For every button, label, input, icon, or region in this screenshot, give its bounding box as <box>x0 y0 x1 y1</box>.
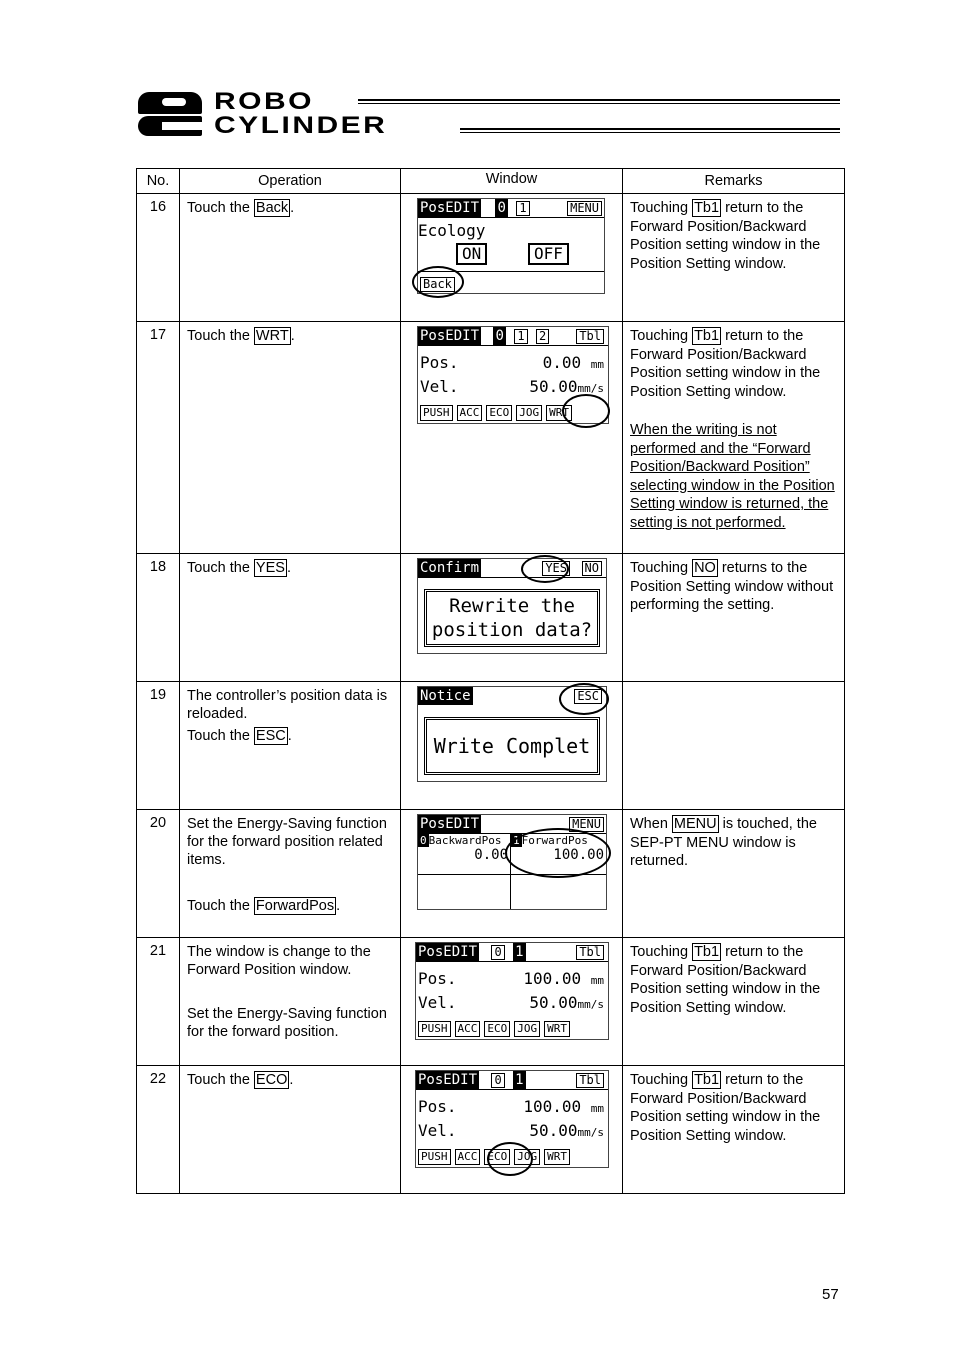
logo-word-robo: ROBO <box>214 88 314 115</box>
rc-logo-mark <box>134 90 206 138</box>
operation-cell: Set the Energy-Saving function for the forward position related items. Touch the ForwardPos . <box>180 810 401 938</box>
key-back: Back <box>255 200 289 216</box>
key-esc: ESC <box>255 728 286 744</box>
row-number: 17 <box>137 322 180 554</box>
key-eco: ECO <box>255 1072 288 1088</box>
key-wrt: WRT <box>255 328 289 344</box>
on-button[interactable]: ON <box>456 243 487 265</box>
window-cell <box>401 938 623 1066</box>
tab-acc[interactable]: ACC <box>455 1021 481 1037</box>
row-number: 18 <box>137 554 180 682</box>
yes-button[interactable]: YES <box>542 561 570 576</box>
table-row <box>137 194 845 322</box>
confirm-message-line2: position data? <box>431 619 593 641</box>
tab-wrt[interactable]: WRT <box>546 405 572 421</box>
window-cell <box>401 322 623 554</box>
tab-acc[interactable]: ACC <box>457 405 483 421</box>
table-row <box>137 322 845 554</box>
esc-button[interactable]: ESC <box>574 689 602 704</box>
operation-table <box>136 168 845 1194</box>
tab-jog[interactable]: JOG <box>514 1021 540 1037</box>
header-window: Window <box>401 169 623 194</box>
remarks-cell: Touching Tb1 return to the Forward Position/Backward Position setting window in the Position Setting window. <box>623 194 845 322</box>
window-cell <box>401 682 623 810</box>
no-button[interactable]: NO <box>582 561 602 576</box>
lcd-screen-confirm: Confirm YES NO Rewrite the position data? <box>417 558 607 654</box>
menu-button[interactable]: MENU <box>569 817 604 832</box>
table-row <box>137 810 845 938</box>
tab-push[interactable]: PUSH <box>418 1149 451 1165</box>
table-row <box>137 554 845 682</box>
tab-push[interactable]: PUSH <box>418 1021 451 1037</box>
highlight-circle <box>505 828 611 878</box>
remarks-note: When the writing is not performed and the “Forward Position/Backward Position” selecting window in the Position Setting window is returned, the setting is not performed. <box>630 422 835 531</box>
remarks-cell: Touching Tb1 return to the Forward Position/Backward Position setting window in the Position Setting window. When the writing is not performed and the “Forward Position/Backward Position” selecting window in the Position Setting window is returned, the setting is not performed. <box>623 322 845 554</box>
logo-word-cylinder: CYLINDER <box>214 112 388 139</box>
table-header-row <box>137 169 845 194</box>
row-number: 16 <box>137 194 180 322</box>
window-cell <box>401 194 623 322</box>
robo-cylinder-logo <box>134 90 840 140</box>
highlight-circle <box>521 555 569 583</box>
operation-cell: Touch the WRT . <box>180 322 401 554</box>
window-cell <box>401 1066 623 1194</box>
tab-eco[interactable]: ECO <box>484 1021 510 1037</box>
operation-cell: Touch the YES . <box>180 554 401 682</box>
key-forwardpos: ForwardPos <box>255 898 335 914</box>
lcd-screen-posedit: PosEDIT 0 1 2 Tbl Pos. 0.00 mm Vel. 50.00mm/s PUSH ACC ECO JOG WRT <box>417 326 609 424</box>
table-row <box>137 938 845 1066</box>
header-operation: Operation <box>180 169 401 194</box>
tab-push[interactable]: PUSH <box>420 405 453 421</box>
remarks-cell: Touching Tb1 return to the Forward Position/Backward Position setting window in the Position Setting window. <box>623 938 845 1066</box>
lcd-screen-energy-saving: PosEDIT MENU 0 BackwardPos 0.00 1 ForwardPos 100.00 <box>417 814 607 910</box>
table-row <box>137 1066 845 1194</box>
tab-wrt[interactable]: WRT <box>544 1149 570 1165</box>
lcd-screen-forward-position: PosEDIT 0 1 Tbl Pos. 100.00 mm Vel. 50.00mm/s PUSH ACC ECO JOG WRT <box>415 942 609 1040</box>
backward-pos-button[interactable]: 0 BackwardPos 0.00 <box>418 834 511 875</box>
window-cell <box>401 810 623 938</box>
back-button[interactable]: Back <box>420 277 455 292</box>
tab-eco[interactable]: ECO <box>486 405 512 421</box>
confirm-message-line1: Rewrite the <box>449 595 575 617</box>
lcd-screen-notice: Notice ESC Write Complet <box>417 686 607 782</box>
operation-cell: The window is change to the Forward Position window. Set the Energy-Saving function for the forward position. <box>180 938 401 1066</box>
highlight-circle <box>487 1142 533 1176</box>
tab-jog[interactable]: JOG <box>516 405 542 421</box>
notice-message: Write Complet <box>424 717 600 775</box>
highlight-circle <box>559 683 609 715</box>
tab-eco[interactable]: ECO <box>484 1149 510 1165</box>
lcd-screen-forward-position: PosEDIT 0 1 Tbl Pos. 100.00 mm Vel. 50.00mm/s PUSH ACC ECO JOG WRT <box>415 1070 609 1168</box>
row-number: 20 <box>137 810 180 938</box>
header-no: No. <box>137 169 180 194</box>
off-button[interactable]: OFF <box>528 243 569 265</box>
row-number: 22 <box>137 1066 180 1194</box>
table-row <box>137 682 845 810</box>
highlight-circle <box>562 394 610 428</box>
tab-wrt[interactable]: WRT <box>544 1021 570 1037</box>
forward-pos-button[interactable]: 1 ForwardPos 100.00 <box>511 834 606 875</box>
highlight-circle <box>412 266 464 298</box>
remarks-cell <box>623 682 845 810</box>
lcd-screen-ecology: PosEDIT 0 1 MENU Ecology ON OFF Back <box>417 198 605 294</box>
window-cell <box>401 554 623 682</box>
operation-cell: The controller’s position data is reloaded. Touch the ESC . <box>180 682 401 810</box>
page-number: 57 <box>822 1286 839 1303</box>
operation-cell: Touch the Back . <box>180 194 401 322</box>
operation-cell: Touch the ECO . <box>180 1066 401 1194</box>
tab-jog[interactable]: JOG <box>514 1149 540 1165</box>
remarks-cell: Touching NO returns to the Position Setting window without performing the setting. <box>623 554 845 682</box>
remarks-cell: When MENU is touched, the SEP-PT MENU window is returned. <box>623 810 845 938</box>
tab-acc[interactable]: ACC <box>455 1149 481 1165</box>
row-number: 19 <box>137 682 180 810</box>
key-yes: YES <box>255 560 285 576</box>
row-number: 21 <box>137 938 180 1066</box>
header-remarks: Remarks <box>623 169 845 194</box>
remarks-cell: Touching Tb1 return to the Forward Position/Backward Position setting window in the Position Setting window. <box>623 1066 845 1194</box>
